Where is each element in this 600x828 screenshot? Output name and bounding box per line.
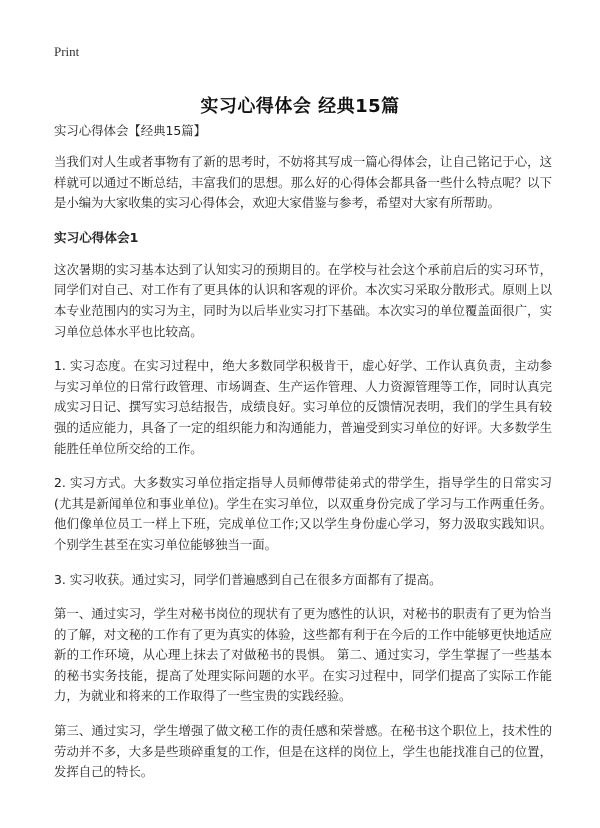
page-title: 实习心得体会 经典15篇 xyxy=(200,96,400,118)
section-heading: 实习心得体会1 xyxy=(54,229,139,245)
article-subtitle: 实习心得体会【经典15篇】 xyxy=(54,123,207,138)
paragraph: 这次暑期的实习基本达到了认知实习的预期目的。在学校与社会这个承前启后的实习环节，同学们对自己、对工作有了更具体的认识和客观的评价。本次实习采取分散形式。原则上以本专业范围内的实习为主，同时为以后毕业实习打下基础。本次实习的单位覆盖面很广，实习单位总体水平也比较高。 xyxy=(54,261,552,339)
print-link[interactable]: Print xyxy=(54,44,80,59)
paragraph: 第一、通过实习，学生对秘书岗位的现状有了更为感性的认识，对秘书的职责有了更为恰当的了解，对文秘的工作有了更为真实的体验，这些都有利于在今后的工作中能够更快地适应新的工作环境，从心理上抹去了对做秘书的畏惧。 第二、通过实习，学生掌握了一些基本的秘书实务技能，提高了处理实际问题的水平。在实习过程中，同学们提高了实际工作能力，为就业和将来的工作取得了一些宝贵的实践经验。 xyxy=(54,606,552,704)
paragraph: 第三、通过实习，学生增强了做文秘工作的责任感和荣誉感。在秘书这个职位上，技术性的劳动并不多，大多是些琐碎重复的工作，但是在这样的岗位上，学生也能找准自己的位置，发挥自己的特长。 xyxy=(54,723,552,780)
paragraph: 2. 实习方式。大多数实习单位指定指导人员师傅带徒弟式的带学生，指导学生的日常实习(尤其是新闻单位和事业单位)。学生在实习单位，以双重身份完成了学习与工作两重任务。他们像单位员工一样上下班，完成单位工作;又以学生身份虚心学习，努力汲取实践知识。个别学生甚至在实习单位能够独当一面。 xyxy=(54,475,552,552)
paragraph: 1. 实习态度。在实习过程中，绝大多数同学积极肯干，虚心好学、工作认真负责，主动参与实习单位的日常行政管理、市场调查、生产运作管理、人力资源管理等工作，同时认真完成实习日记、撰写实习总结报告，成绩良好。实习单位的反馈情况表明，我们的学生具有较强的适应能力，具备了一定的组织能力和沟通能力，普遍受到实习单位的好评。大多数学生能胜任单位所交给的工作。 xyxy=(54,358,552,456)
intro-paragraph: 当我们对人生或者事物有了新的思考时，不妨将其写成一篇心得体会，让自己铭记于心，这样就可以通过不断总结，丰富我们的思想。那么好的心得体会都具备一些什么特点呢？以下是小编为大家收集的实习心得体会，欢迎大家借鉴与参考，希望对大家有所帮助。 xyxy=(54,154,552,211)
article-body xyxy=(54,121,552,797)
paragraph: 3. 实习收获。通过实习，同学们普遍感到自己在很多方面都有了提高。 xyxy=(54,571,442,587)
